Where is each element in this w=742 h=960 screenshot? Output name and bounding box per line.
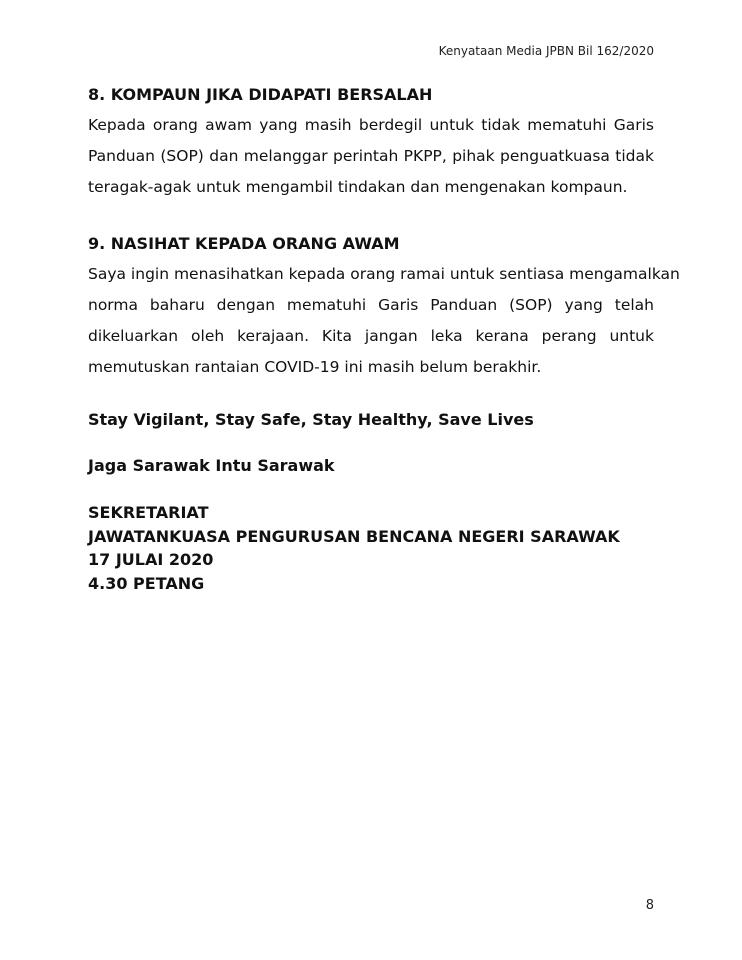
signature-date: 17 JULAI 2020 bbox=[88, 550, 214, 569]
signature-secretariat: SEKRETARIAT bbox=[88, 503, 209, 522]
slogan-stay-safe: Stay Vigilant, Stay Safe, Stay Healthy, Save Lives bbox=[88, 410, 534, 429]
page-number: 8 bbox=[645, 898, 654, 913]
signature-time: 4.30 PETANG bbox=[88, 573, 205, 593]
section-paragraph bbox=[88, 110, 654, 203]
paragraph-line: Panduan (SOP) dan melanggar perintah PKPP, pihak penguatkuasa tidak bbox=[88, 147, 654, 165]
document-reference: Kenyataan Media JPBN Bil 162/2020 bbox=[438, 44, 654, 58]
section-title: 9. NASIHAT KEPADA ORANG AWAM bbox=[88, 234, 400, 253]
slogan-jaga-sarawak: Jaga Sarawak Intu Sarawak bbox=[88, 456, 335, 475]
paragraph-line: norma baharu dengan mematuhi Garis Panduan (SOP) yang telah bbox=[88, 296, 654, 314]
section-advice bbox=[88, 233, 680, 383]
paragraph-line: memutuskan rantaian COVID-19 ini masih belum berakhir. bbox=[88, 358, 542, 376]
section-paragraph bbox=[88, 259, 680, 383]
paragraph-line: Kepada orang awam yang masih berdegil untuk tidak mematuhi Garis bbox=[88, 116, 654, 134]
document-body bbox=[88, 84, 680, 595]
section-compound bbox=[88, 84, 654, 203]
paragraph-line: teragak-agak untuk mengambil tindakan dan mengenakan kompaun. bbox=[88, 178, 628, 196]
signature-block bbox=[88, 501, 654, 595]
paragraph-line: dikeluarkan oleh kerajaan. Kita jangan leka kerana perang untuk bbox=[88, 327, 654, 345]
signature-committee: JAWATANKUASA PENGURUSAN BENCANA NEGERI SARAWAK bbox=[88, 526, 620, 546]
paragraph-line: Saya ingin menasihatkan kepada orang ramai untuk sentiasa mengamalkan bbox=[88, 265, 680, 283]
section-title: 8. KOMPAUN JIKA DIDAPATI BERSALAH bbox=[88, 85, 433, 104]
